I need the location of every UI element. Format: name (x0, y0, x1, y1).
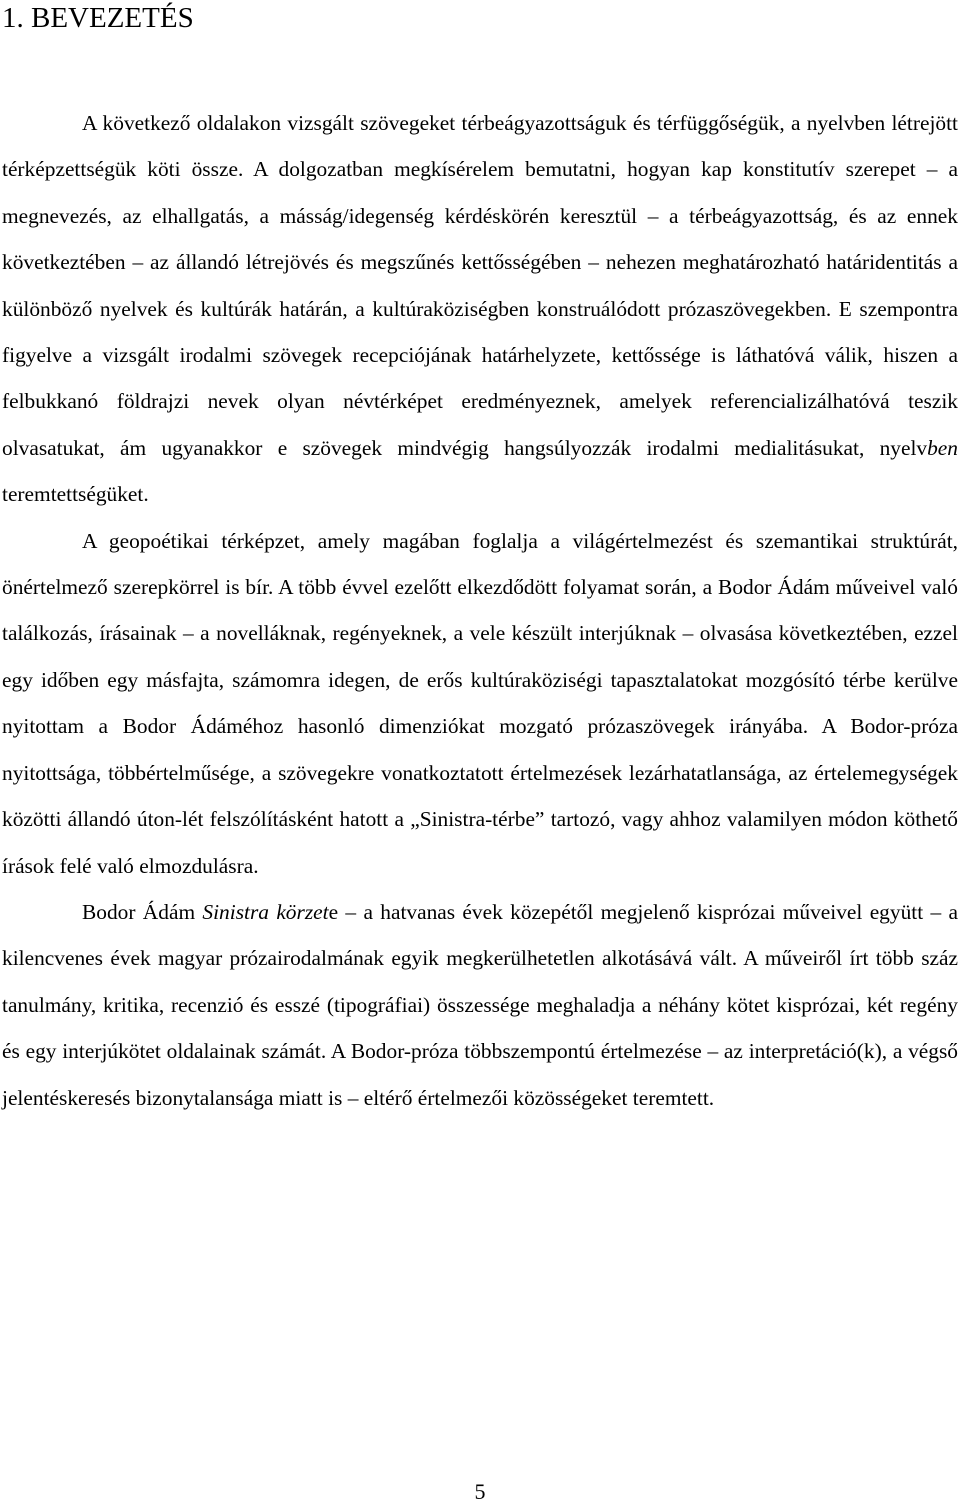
heading-first-letter: B (31, 2, 51, 34)
paragraph-segment: A geopoétikai térképzet, amely magában foglalja a világértelmezést és szemantikai struktúrát, önértelmező szerepkörrel is bír. A több évvel ezelőtt elkezdődött folyamat során, a Bodor Ádám műveivel való találkozás, írásainak – a novelláknak, regényeknek, a vele készült interjúknak – olvasása következtében, ezzel egy időben egy másfajta, számomra idegen, de erős kultúraköziségi tapasztalatokat mozgósító térbe kerülve nyitottam a Bodor Ádáméhoz hasonló dimenziókat mozgató prózaszövegek irányába. A Bodor-próza nyitottsága, többértelműsége, a szövegekre vonatkoztatott értelmezések lezárhatatlansága, az értelemegységek közötti állandó úton-lét felszólításként hatott a „Sinistra-térbe” tartozó, vagy ahhoz valamilyen módon köthető írások felé való elmozdulásra. (2, 528, 958, 878)
paragraph-segment: teremtettségüket. (2, 482, 149, 507)
chapter-heading (2, 0, 194, 36)
italic-segment: ben (927, 435, 958, 460)
paragraph-1 (2, 100, 958, 518)
body-text (2, 100, 958, 1121)
paragraph-segment: e – a hatvanas évek közepétől megjelenő kisprózai műveivel együtt – a kilencvenes évek magyar prózairodalmának egyik megkerülhetetlen alkotásává vált. A műveiről írt több száz tanulmány, kritika, recenzió és esszé (tipográfiai) összessége meghaladja a néhány kötet kisprózai, két regény és egy interjúkötet oldalainak számát. A Bodor-próza többszempontú értelmezése – az interpretáció(k), a végső jelentéskeresés bizonytalansága miatt is – eltérő értelmezői közösségeket teremtett. (2, 899, 959, 1110)
paragraph-segment: A következő oldalakon vizsgált szövegeket térbeágyazottságuk és térfüggőségük, a nyelvben létrejött térképzettségük köti össze. A dolgozatban megkísérelem bemutatni, hogyan kap konstitutív szerepet – a megnevezés, az elhallgatás, a másság/idegenség kérdéskörén keresztül – a térbeágyazottság, és az ennek következtében – az állandó létrejövés és megszűnés kettősségében – nehezen meghatározható határidentitás a különböző nyelvek és kultúrák határán, a kultúraköziségben konstruálódott prózaszövegekben. E szempontra figyelve a vizsgált irodalmi szövegek recepciójának határhelyzete, kettőssége is láthatóvá válik, hiszen a felbukkanó földrajzi nevek olyan névtérképet eredményeznek, amelyek referencializálhatóvá teszik olvasatukat, ám ugyanakkor e szövegek mindvégig hangsúlyozzák irodalmi medialitásukat, nyelv (2, 111, 958, 460)
paragraph-3 (2, 889, 958, 1121)
heading-number: 1. (2, 2, 31, 34)
paragraph-segment: Bodor Ádám (82, 899, 203, 924)
page-number: 5 (474, 1479, 486, 1504)
paragraph-2 (2, 518, 958, 889)
heading-rest: EVEZETÉS (50, 2, 194, 34)
italic-segment: Sinistra körzet (202, 899, 329, 924)
